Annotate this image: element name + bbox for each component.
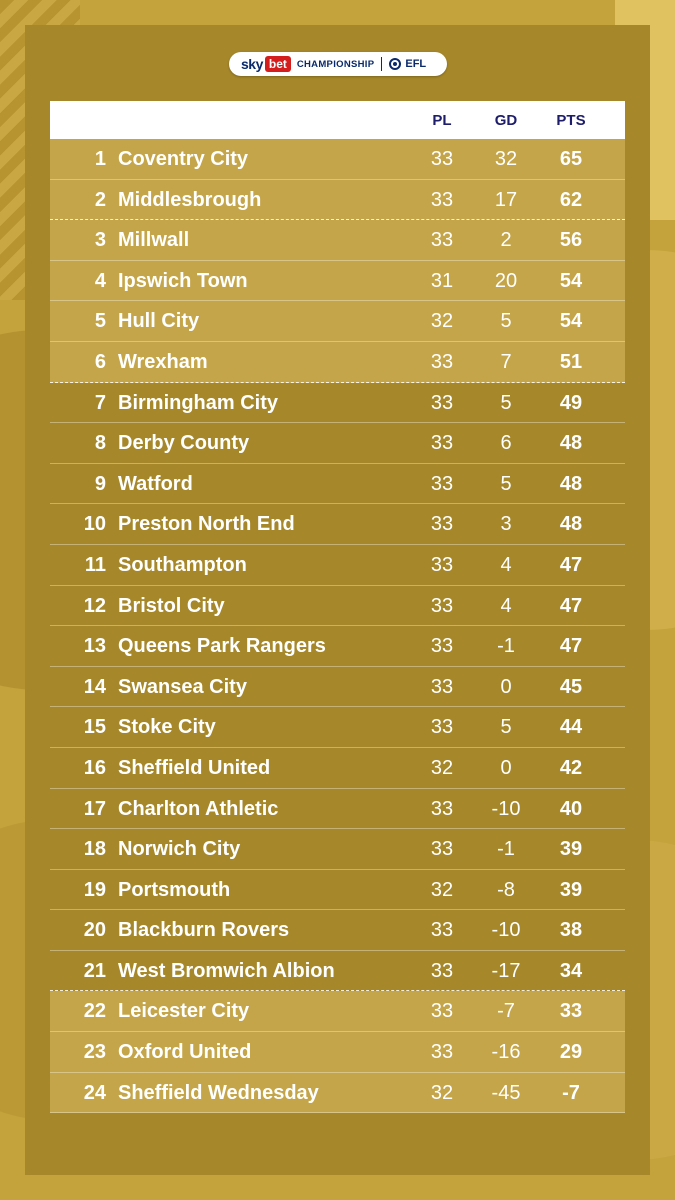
played-cell: 32 (430, 310, 454, 333)
played-cell: 33 (430, 675, 454, 698)
points-cell: 48 (559, 432, 583, 455)
table-row (50, 789, 625, 830)
goal-difference-cell: 3 (500, 513, 512, 536)
played-cell: 33 (430, 188, 454, 211)
points-cell: 56 (559, 229, 583, 252)
points-cell: 39 (559, 838, 583, 861)
goal-difference-cell: 20 (494, 269, 518, 292)
goal-difference-cell: 0 (500, 675, 512, 698)
position-cell: 14 (83, 675, 106, 698)
team-name-cell: Queens Park Rangers (118, 635, 326, 658)
points-cell: 51 (559, 350, 583, 373)
goal-difference-cell: 17 (494, 188, 518, 211)
league-name: EFL (405, 58, 427, 70)
position-cell: 9 (94, 472, 106, 495)
goal-difference-cell: 5 (500, 310, 512, 333)
goal-difference-cell: 32 (494, 148, 518, 170)
table-row (50, 383, 625, 424)
column-header-goal-difference: GD (494, 112, 518, 129)
goal-difference-cell: -7 (497, 1000, 515, 1023)
played-cell: 32 (430, 756, 454, 779)
points-cell: 54 (559, 269, 583, 292)
position-cell: 21 (83, 959, 106, 982)
position-cell: 2 (94, 188, 106, 211)
goal-difference-cell: 6 (500, 432, 512, 455)
team-name-cell: West Bromwich Albion (118, 959, 335, 982)
team-name-cell: Stoke City (118, 716, 216, 739)
goal-difference-cell: -16 (491, 1041, 521, 1064)
goal-difference-cell: 4 (500, 594, 512, 617)
table-row (50, 301, 625, 342)
position-cell: 4 (94, 269, 106, 292)
table-row (50, 504, 625, 545)
played-cell: 33 (430, 553, 454, 576)
goal-difference-cell: 0 (500, 756, 512, 779)
goal-difference-cell: -10 (491, 919, 521, 942)
team-name-cell: Coventry City (118, 148, 249, 170)
points-cell: 48 (559, 513, 583, 536)
position-cell: 8 (94, 432, 106, 455)
position-cell: 24 (83, 1081, 106, 1104)
played-cell: 33 (430, 391, 454, 414)
points-cell: 45 (559, 675, 583, 698)
played-cell: 33 (430, 148, 454, 170)
goal-difference-cell: 5 (500, 716, 512, 739)
team-name-cell: Preston North End (118, 513, 295, 536)
table-header (50, 101, 625, 139)
goal-difference-cell: -8 (497, 878, 515, 901)
goal-difference-cell: -17 (491, 959, 521, 982)
points-cell: 39 (559, 878, 583, 901)
goal-difference-cell: -10 (491, 797, 521, 820)
position-cell: 23 (83, 1041, 106, 1064)
table-row (50, 139, 625, 180)
column-header-played: PL (432, 112, 452, 129)
table-row (50, 261, 625, 302)
played-cell: 32 (430, 1081, 454, 1104)
position-cell: 19 (83, 878, 106, 901)
team-name-cell: Millwall (118, 229, 190, 252)
table-row (50, 1073, 625, 1114)
team-name-cell: Watford (118, 472, 193, 495)
position-cell: 15 (83, 716, 106, 739)
points-cell: 65 (559, 148, 583, 170)
goal-difference-cell: -45 (491, 1081, 521, 1104)
table-row (50, 180, 625, 221)
points-cell: 33 (559, 1000, 583, 1023)
position-cell: 13 (83, 635, 106, 658)
points-cell: 54 (559, 310, 583, 333)
position-cell: 1 (94, 148, 106, 170)
table-row (50, 870, 625, 911)
goal-difference-cell: 5 (500, 472, 512, 495)
table-row (50, 464, 625, 505)
goal-difference-cell: -1 (497, 635, 515, 658)
table-row (50, 910, 625, 951)
played-cell: 33 (430, 797, 454, 820)
team-name-cell: Norwich City (118, 838, 241, 861)
position-cell: 20 (83, 919, 106, 942)
team-name-cell: Middlesbrough (118, 188, 262, 211)
bet-logo-text: bet (265, 56, 291, 72)
points-cell: 62 (559, 188, 583, 211)
team-name-cell: Portsmouth (118, 878, 231, 901)
table-row (50, 829, 625, 870)
team-name-cell: Derby County (118, 432, 250, 455)
team-name-cell: Birmingham City (118, 391, 279, 414)
team-name-cell: Wrexham (118, 350, 208, 373)
team-name-cell: Swansea City (118, 675, 247, 698)
points-cell: 47 (559, 635, 583, 658)
table-row (50, 707, 625, 748)
table-row (50, 1032, 625, 1073)
sponsor-logo-badge (229, 52, 447, 76)
league-table (50, 101, 625, 1113)
points-cell: 42 (559, 756, 583, 779)
goal-difference-cell: 5 (500, 391, 512, 414)
played-cell: 33 (430, 919, 454, 942)
table-row (50, 951, 625, 992)
table-row (50, 626, 625, 667)
points-cell: 38 (559, 919, 583, 942)
team-name-cell: Ipswich Town (118, 269, 248, 292)
played-cell: 33 (430, 350, 454, 373)
position-cell: 22 (83, 1000, 106, 1023)
table-row (50, 545, 625, 586)
points-cell: 48 (559, 472, 583, 495)
table-row (50, 220, 625, 261)
points-cell: -7 (562, 1081, 580, 1104)
played-cell: 32 (430, 878, 454, 901)
competition-name: CHAMPIONSHIP (296, 58, 375, 70)
points-cell: 47 (559, 553, 583, 576)
played-cell: 33 (430, 229, 454, 252)
table-body (50, 139, 625, 1113)
played-cell: 33 (430, 838, 454, 861)
team-name-cell: Bristol City (118, 594, 225, 617)
played-cell: 33 (430, 513, 454, 536)
goal-difference-cell: 4 (500, 553, 512, 576)
table-row (50, 667, 625, 708)
position-cell: 7 (94, 391, 106, 414)
table-row (50, 991, 625, 1032)
team-name-cell: Leicester City (118, 1000, 250, 1023)
position-cell: 11 (84, 553, 106, 576)
points-cell: 44 (559, 716, 583, 739)
played-cell: 31 (430, 269, 454, 292)
points-cell: 49 (559, 391, 583, 414)
points-cell: 29 (559, 1041, 583, 1064)
played-cell: 33 (430, 1041, 454, 1064)
goal-difference-cell: 2 (500, 229, 512, 252)
played-cell: 33 (430, 635, 454, 658)
points-cell: 34 (559, 959, 583, 982)
sky-logo-text: sky (241, 56, 263, 72)
goal-difference-cell: -1 (497, 838, 515, 861)
position-cell: 12 (83, 594, 106, 617)
team-name-cell: Southampton (118, 553, 247, 576)
team-name-cell: Hull City (118, 310, 200, 333)
efl-ball-icon (389, 58, 401, 70)
played-cell: 33 (430, 959, 454, 982)
played-cell: 33 (430, 1000, 454, 1023)
table-row (50, 586, 625, 627)
team-name-cell: Blackburn Rovers (118, 919, 290, 942)
played-cell: 33 (430, 432, 454, 455)
position-cell: 3 (94, 229, 106, 252)
table-row (50, 423, 625, 464)
position-cell: 6 (94, 350, 106, 373)
table-row (50, 342, 625, 383)
team-name-cell: Oxford United (118, 1041, 252, 1064)
position-cell: 5 (94, 310, 106, 333)
team-name-cell: Sheffield United (118, 756, 271, 779)
team-name-cell: Charlton Athletic (118, 797, 279, 820)
position-cell: 17 (83, 797, 106, 820)
position-cell: 18 (83, 838, 106, 861)
position-cell: 10 (83, 513, 106, 536)
table-row (50, 748, 625, 789)
team-name-cell: Sheffield Wednesday (118, 1081, 319, 1104)
points-cell: 40 (559, 797, 583, 820)
goal-difference-cell: 7 (500, 350, 512, 373)
logo-divider (381, 57, 382, 71)
played-cell: 33 (430, 472, 454, 495)
column-header-points: PTS (556, 112, 586, 129)
played-cell: 33 (430, 594, 454, 617)
played-cell: 33 (430, 716, 454, 739)
position-cell: 16 (83, 756, 106, 779)
points-cell: 47 (559, 594, 583, 617)
